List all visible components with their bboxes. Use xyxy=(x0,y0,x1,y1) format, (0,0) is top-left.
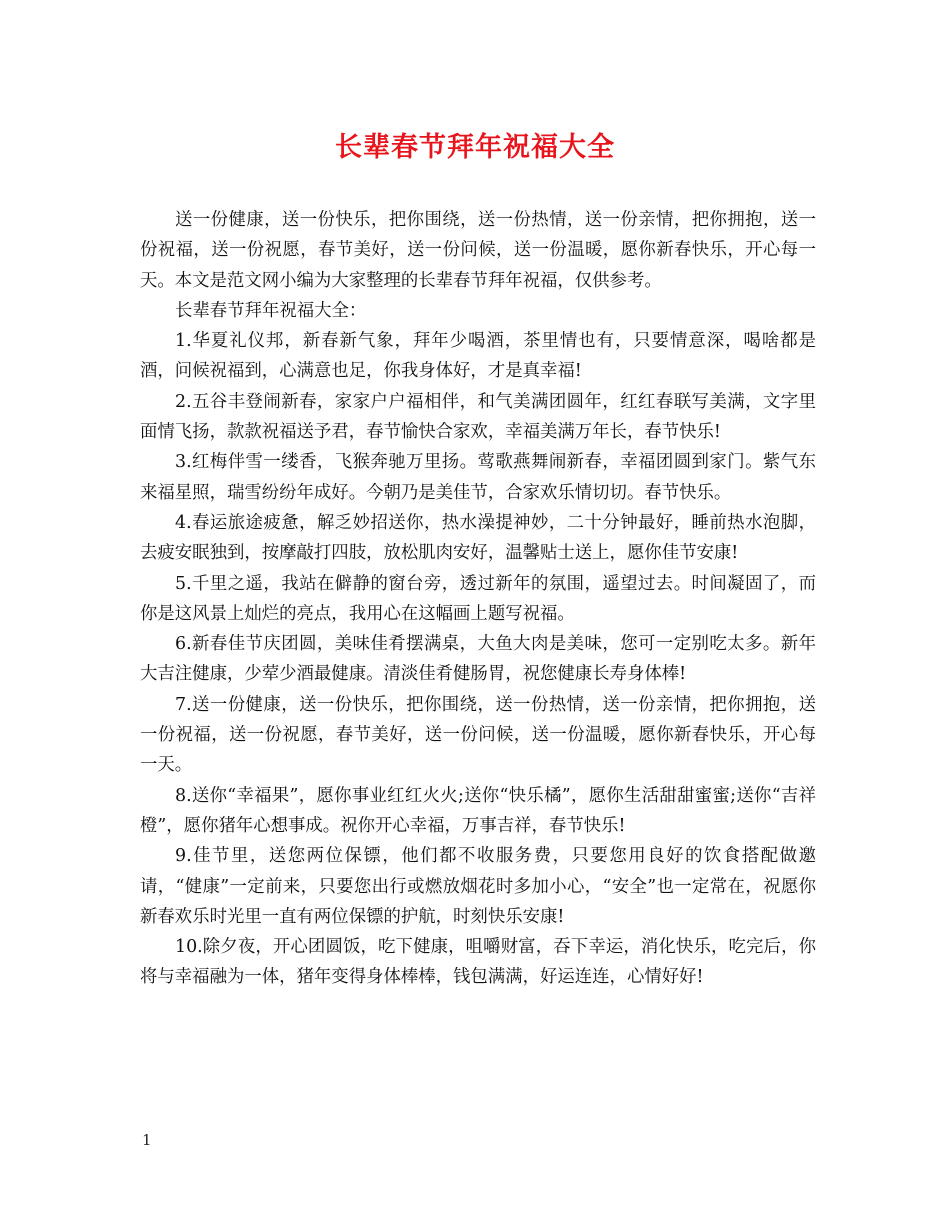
document-title: 长辈春节拜年祝福大全 xyxy=(335,132,615,163)
blessing-item-8: 8.送你“幸福果”，愿你事业红红火火;送你“快乐橘”，愿你生活甜甜蜜蜜;送你“吉祥橙”，愿你猪年心想事成。祝你开心幸福，万事吉祥，春节快乐! xyxy=(140,785,816,836)
blessing-item-6: 6.新春佳节庆团圆，美味佳肴摆满桌，大鱼大肉是美味，您可一定别吃太多。新年大吉注健康，少荤少酒最健康。清淡佳肴健肠胃，祝您健康长寿身体棒! xyxy=(140,634,816,685)
blessing-item-4: 4.春运旅途疲惫，解乏妙招送你，热水澡提神妙，二十分钟最好，睡前热水泡脚，去疲安眠独到，按摩敲打四肢，放松肌肉安好，温馨贴士送上，愿你佳节安康! xyxy=(140,512,816,564)
intro-paragraph: 送一份健康，送一份快乐，把你围绕，送一份热情，送一份亲情，把你拥抱，送一份祝福，送一份祝愿，春节美好，送一份问候，送一份温暖，愿你新春快乐，开心每一天。本文是范文网小编为大家整理的长辈春节拜年祝福，仅供参考。 xyxy=(140,210,816,291)
section-heading: 长辈春节拜年祝福大全： xyxy=(175,300,367,321)
blessing-item-9: 9.佳节里，送您两位保镖，他们都不收服务费，只要您用良好的饮食搭配做邀请，“健康”一定前来，只要您出行或燃放烟花时多加小心，“安全”也一定常在，祝愿你新春欢乐时光里一直有两位保镖的护航，时刻快乐安康! xyxy=(140,846,816,927)
page-number: 1 xyxy=(142,1131,152,1149)
blessing-item-3: 3.红梅伴雪一缕香，飞猴奔驰万里扬。莺歌燕舞闹新春，幸福团圆到家门。紫气东来福星照，瑞雪纷纷年成好。今朝乃是美佳节，合家欢乐情切切。春节快乐。 xyxy=(140,452,816,503)
document-body xyxy=(140,205,816,993)
blessing-item-1: 1.华夏礼仪邦，新春新气象，拜年少喝酒，茶里情也有，只要情意深，喝啥都是酒，问候祝福到，心满意也足，你我身体好，才是真幸福! xyxy=(140,331,816,382)
blessing-item-10: 10.除夕夜，开心团圆饭，吃下健康，咀嚼财富，吞下幸运，消化快乐，吃完后，你将与幸福融为一体，猪年变得身体棒棒，钱包满满，好运连连，心情好好! xyxy=(140,937,816,988)
blessing-item-2: 2.五谷丰登闹新春，家家户户福相伴，和气美满团圆年，红红春联写美满，文字里面情飞扬，款款祝福送予君，春节愉快合家欢，幸福美满万年长，春节快乐! xyxy=(140,391,816,443)
blessing-item-5: 5.千里之遥，我站在僻静的窗台旁，透过新年的氛围，遥望过去。时间凝固了，而你是这风景上灿烂的亮点，我用心在这幅画上题写祝福。 xyxy=(140,573,816,624)
blessing-item-7: 7.送一份健康，送一份快乐，把你围绕，送一份热情，送一份亲情，把你拥抱，送一份祝福，送一份祝愿，春节美好，送一份问候，送一份温暖，愿你新春快乐，开心每一天。 xyxy=(140,694,816,776)
